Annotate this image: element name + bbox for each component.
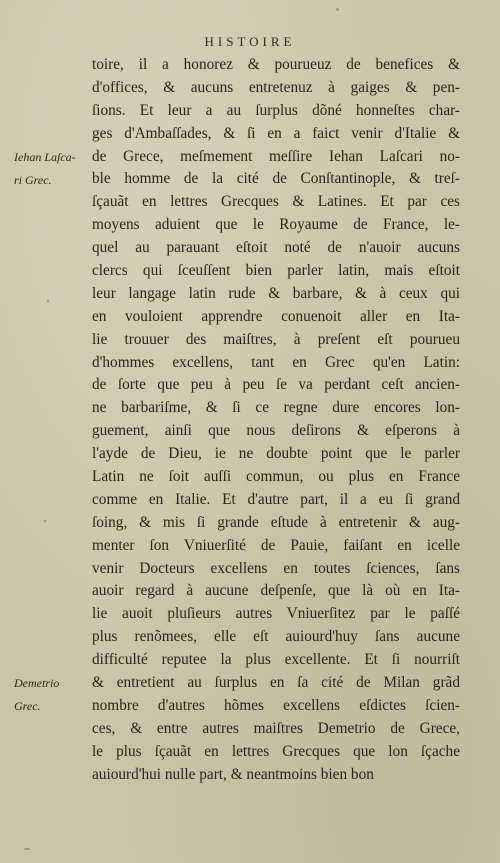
- paper-speck: [24, 848, 30, 850]
- margin-note-line: Demetrio: [14, 676, 60, 690]
- margin-note-line: ri Grec.: [14, 172, 52, 187]
- text-line: ne barbariſme, & ſi ce regne dure encores lon-: [92, 399, 460, 417]
- text-line: comme en Italie. Et d'autre part, il a eu ſi grand: [92, 490, 460, 508]
- text-line: ſçauãt en lettres Grecques & Latines. Et par ces: [92, 193, 460, 211]
- margin-note-line: Grec.: [14, 698, 41, 713]
- text-line: de Grece, meſmement meſſire Iehan Laſcari no-: [92, 147, 460, 165]
- text-line: difficulté reputee la plus excellente. Et ſi nourriſt: [92, 651, 460, 669]
- text-line: quel au parauant eſtoit noté de n'auoir aucuns: [92, 239, 460, 257]
- text-line: ſions. Et leur a au ſurplus dõné honneſtes char-: [92, 101, 460, 119]
- text-line: ble homme de la cité de Conſtantinople, & treſ-: [92, 170, 460, 188]
- text-line: nombre d'autres hõmes excellens eſdictes ſcien-: [92, 696, 460, 714]
- paper-speck: [336, 8, 339, 11]
- text-line: menter ſon Vniuerſité de Pauie, faiſant en icelle: [92, 536, 460, 554]
- text-line: auiourd'hui nulle part, & neantmoins bien bon: [92, 765, 374, 783]
- text-line: de ſorte que peu à peu ſe va perdant ceſt ancien-: [92, 376, 460, 394]
- text-line: l'ayde de Dieu, ie ne doubte point que le parler: [92, 445, 460, 463]
- margin-note-line: Iehan Laſca-: [14, 150, 76, 164]
- text-line: moyens aduient que le Royaume de France, le-: [92, 216, 460, 234]
- paper-speck: [47, 300, 49, 302]
- text-line: auoir regard à aucune deſpenſe, que là où en Ita-: [92, 582, 460, 600]
- text-line: ges d'Ambaſſades, & ſi en a faict venir d'Italie &: [92, 124, 460, 142]
- text-line: guement, ainſi que nous deſirons & eſperons à: [92, 422, 460, 440]
- text-line: Latin ne ſoit auſſi commun, ou plus en France: [92, 468, 460, 486]
- margin-note-demetrio: [14, 672, 88, 718]
- text-line: ces, & entre autres maiſtres Demetrio de Grece,: [92, 719, 460, 737]
- text-line: toire, il a honorez & pourueuz de benefices &: [92, 56, 460, 73]
- text-line: d'hommes excellens, tant en Grec qu'en Latin:: [92, 353, 460, 371]
- main-text-block: [92, 54, 460, 787]
- text-line: lie trouuer des maiſtres, à preſent eſt pourueu: [92, 330, 460, 348]
- text-line: venir Docteurs excellens en toutes ſciences, ſans: [92, 559, 460, 577]
- text-line: plus renõmees, elle eſt auiourd'huy ſans aucune: [92, 628, 460, 646]
- text-line: lie auoit pluſieurs autres Vniuerſitez par le paſſé: [92, 605, 460, 623]
- margin-note-lascari: [14, 146, 88, 192]
- running-head: HISTOIRE: [204, 34, 296, 49]
- text-line: clercs qui ſceuſſent bien parler latin, mais eſtoit: [92, 262, 460, 280]
- text-line: en vouloient apprendre conuenoit aller en Ita-: [92, 307, 460, 325]
- text-line: le plus ſçauãt en lettres Grecques que lon ſçache: [92, 742, 460, 760]
- text-line: leur langage latin rude & barbare, & à ceux qui: [92, 284, 460, 302]
- paper-speck: [44, 520, 46, 522]
- text-line: d'offices, & aucuns entretenuz à gaiges & pen-: [92, 78, 460, 96]
- text-line: ſoing, & mis ſi grande eſtude à entretenir & aug-: [92, 513, 460, 531]
- text-line: & entretient au ſurplus en ſa cité de Milan grãd: [92, 674, 460, 692]
